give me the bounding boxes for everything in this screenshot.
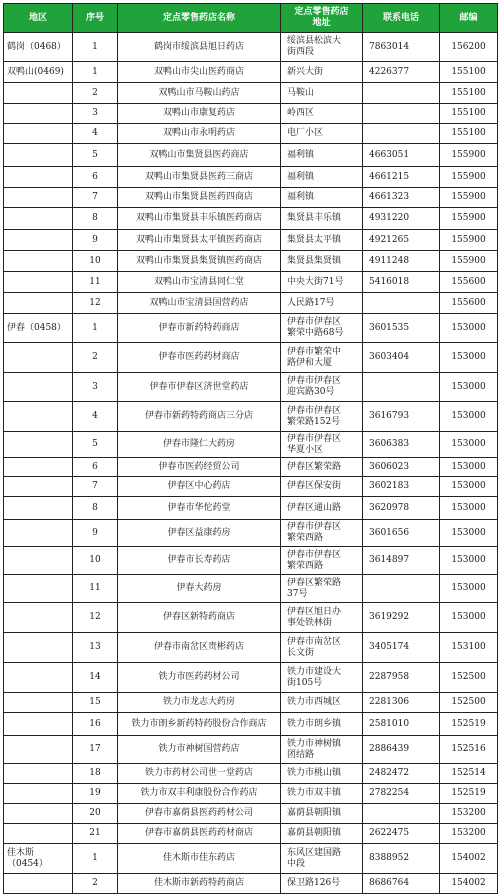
table-row (4, 314, 498, 343)
cell-name: 鹤岗市绥滨县旭日药店 (118, 33, 281, 62)
header-seq: 序号 (73, 4, 118, 33)
cell-phone: 2482472 (363, 764, 440, 784)
cell-postcode: 153000 (440, 373, 498, 402)
cell-name: 铁力市双丰利康股份合作药店 (118, 784, 281, 804)
cell-region (4, 230, 73, 251)
cell-name: 伊春市华佗药堂 (118, 497, 281, 520)
cell-region (4, 458, 73, 477)
cell-name: 铁力市医药药材公司 (118, 663, 281, 693)
cell-postcode: 152514 (440, 764, 498, 784)
cell-seq: 10 (73, 547, 118, 575)
table-row (4, 824, 498, 844)
cell-name: 伊春市隆仁大药房 (118, 432, 281, 458)
cell-seq: 6 (73, 167, 118, 188)
cell-name: 双鸭山市集贤县医药三商店 (118, 167, 281, 188)
cell-addr: 伊春市繁荣中 路伊和大厦 (281, 343, 363, 373)
cell-phone: 7863014 (363, 33, 440, 62)
cell-postcode: 155900 (440, 251, 498, 272)
cell-postcode: 155900 (440, 167, 498, 188)
cell-name: 佳木斯市佳东药店 (118, 844, 281, 874)
cell-seq: 10 (73, 251, 118, 272)
cell-phone: 3614897 (363, 547, 440, 575)
cell-seq: 8 (73, 497, 118, 520)
cell-region (4, 804, 73, 824)
cell-phone (363, 804, 440, 824)
cell-addr: 绥滨县松滨大 街西段 (281, 33, 363, 62)
cell-region (4, 764, 73, 784)
cell-region (4, 402, 73, 432)
table-row (4, 713, 498, 736)
cell-name: 伊春市医药药材商店 (118, 343, 281, 373)
cell-region: 伊春（0458） (4, 314, 73, 343)
cell-region (4, 188, 73, 208)
cell-postcode: 153000 (440, 497, 498, 520)
cell-region: 佳木斯 （0454） (4, 844, 73, 874)
cell-seq: 3 (73, 104, 118, 124)
header-region: 地区 (4, 4, 73, 33)
cell-postcode: 154002 (440, 874, 498, 894)
cell-region (4, 272, 73, 293)
cell-phone: 3606023 (363, 458, 440, 477)
table-row (4, 633, 498, 663)
cell-region (4, 373, 73, 402)
cell-phone: 3602183 (363, 477, 440, 497)
cell-phone: 4921265 (363, 230, 440, 251)
cell-name: 伊春市伊春区济世堂药店 (118, 373, 281, 402)
cell-name: 双鸭山市集贤县丰乐镇医药商店 (118, 208, 281, 230)
cell-phone (363, 293, 440, 314)
table-row (4, 603, 498, 633)
cell-addr: 集贤县丰乐镇 (281, 208, 363, 230)
cell-addr: 伊春区繁荣路 37号 (281, 575, 363, 603)
cell-region (4, 713, 73, 736)
cell-phone: 8388952 (363, 844, 440, 874)
cell-name: 双鸭山市宝清县国营药店 (118, 293, 281, 314)
cell-postcode: 155900 (440, 188, 498, 208)
cell-phone: 4226377 (363, 62, 440, 83)
cell-addr: 铁力市建设大 街105号 (281, 663, 363, 693)
cell-region (4, 167, 73, 188)
cell-name: 双鸭山市康复药店 (118, 104, 281, 124)
cell-name: 伊春市嘉荫县医药药材公司 (118, 804, 281, 824)
table-row (4, 432, 498, 458)
cell-addr: 铁力市双丰镇 (281, 784, 363, 804)
table-row (4, 844, 498, 874)
cell-seq: 17 (73, 736, 118, 764)
cell-name: 伊春市嘉荫县医药药材商店 (118, 824, 281, 844)
cell-postcode: 155100 (440, 104, 498, 124)
cell-region (4, 693, 73, 713)
cell-name: 铁力市朗乡新药特药股份合作商店 (118, 713, 281, 736)
cell-region (4, 575, 73, 603)
cell-postcode: 153000 (440, 343, 498, 373)
cell-addr: 集贤县集贤镇 (281, 251, 363, 272)
cell-phone: 3620978 (363, 497, 440, 520)
cell-addr: 伊春市南岔区 长文街 (281, 633, 363, 663)
cell-addr: 保卫路126号 (281, 874, 363, 894)
cell-phone: 2782254 (363, 784, 440, 804)
cell-region (4, 124, 73, 144)
cell-phone: 8686764 (363, 874, 440, 894)
cell-seq: 12 (73, 293, 118, 314)
cell-seq: 7 (73, 188, 118, 208)
cell-seq: 18 (73, 764, 118, 784)
cell-postcode: 155900 (440, 230, 498, 251)
cell-name: 伊春市新药特药商店三分店 (118, 402, 281, 432)
cell-region: 鹤岗（0468） (4, 33, 73, 62)
cell-region (4, 477, 73, 497)
cell-region (4, 824, 73, 844)
cell-name: 双鸭山市集贤县医药商店 (118, 144, 281, 167)
cell-addr: 福利镇 (281, 188, 363, 208)
cell-postcode: 155100 (440, 124, 498, 144)
cell-seq: 6 (73, 458, 118, 477)
table-row (4, 477, 498, 497)
cell-phone (363, 373, 440, 402)
cell-region (4, 520, 73, 547)
cell-seq: 2 (73, 83, 118, 104)
cell-phone: 4663051 (363, 144, 440, 167)
cell-addr: 嘉荫县朝阳镇 (281, 824, 363, 844)
cell-region (4, 293, 73, 314)
cell-name: 双鸭山市集贤县集贤镇医药商店 (118, 251, 281, 272)
cell-name: 伊春大药房 (118, 575, 281, 603)
table-row (4, 251, 498, 272)
cell-region (4, 251, 73, 272)
cell-seq: 19 (73, 784, 118, 804)
cell-seq: 1 (73, 62, 118, 83)
cell-addr: 伊春区繁荣路 (281, 458, 363, 477)
cell-phone: 2281306 (363, 693, 440, 713)
table-row (4, 663, 498, 693)
cell-addr: 人民路17号 (281, 293, 363, 314)
table-row (4, 693, 498, 713)
cell-addr: 伊春市伊春区 繁荣中路68号 (281, 314, 363, 343)
cell-phone: 5416018 (363, 272, 440, 293)
cell-postcode: 155100 (440, 83, 498, 104)
table-row (4, 293, 498, 314)
cell-seq: 9 (73, 230, 118, 251)
cell-addr: 伊春区旭日办 事处铁林街 (281, 603, 363, 633)
cell-addr: 马鞍山 (281, 83, 363, 104)
table-row (4, 402, 498, 432)
cell-name: 铁力市药材公司世一堂药店 (118, 764, 281, 784)
pharmacy-table-page (3, 3, 497, 894)
cell-addr: 嘉荫县朝阳镇 (281, 804, 363, 824)
cell-addr: 福利镇 (281, 144, 363, 167)
cell-name: 铁力市神树国营药店 (118, 736, 281, 764)
table-row (4, 764, 498, 784)
cell-phone: 3405174 (363, 633, 440, 663)
cell-postcode: 153000 (440, 547, 498, 575)
cell-seq: 14 (73, 663, 118, 693)
table-row (4, 804, 498, 824)
cell-region (4, 208, 73, 230)
cell-postcode: 153000 (440, 314, 498, 343)
cell-name: 双鸭山市宝清县同仁堂 (118, 272, 281, 293)
table-row (4, 343, 498, 373)
cell-region (4, 603, 73, 633)
cell-postcode: 155100 (440, 62, 498, 83)
cell-phone: 2581010 (363, 713, 440, 736)
cell-postcode: 152519 (440, 784, 498, 804)
cell-name: 双鸭山市马鞍山药店 (118, 83, 281, 104)
table-row (4, 33, 498, 62)
table-row (4, 736, 498, 764)
cell-postcode: 155900 (440, 208, 498, 230)
cell-postcode: 155900 (440, 144, 498, 167)
cell-phone: 3616793 (363, 402, 440, 432)
cell-postcode: 153200 (440, 824, 498, 844)
cell-region (4, 547, 73, 575)
table-row (4, 230, 498, 251)
cell-postcode: 153100 (440, 633, 498, 663)
cell-seq: 8 (73, 208, 118, 230)
table-row (4, 874, 498, 894)
table-row (4, 520, 498, 547)
cell-region (4, 104, 73, 124)
table-row (4, 124, 498, 144)
cell-name: 双鸭山市集贤县太平镇医药商店 (118, 230, 281, 251)
table-row (4, 167, 498, 188)
cell-seq: 2 (73, 874, 118, 894)
cell-addr: 集贤县太平镇 (281, 230, 363, 251)
cell-region (4, 432, 73, 458)
cell-name: 伊春市南岔区贵彬药店 (118, 633, 281, 663)
cell-postcode: 153200 (440, 804, 498, 824)
cell-phone: 2287958 (363, 663, 440, 693)
cell-addr: 东风区建国路 中段 (281, 844, 363, 874)
cell-seq: 5 (73, 432, 118, 458)
cell-seq: 1 (73, 844, 118, 874)
cell-name: 伊春区中心药店 (118, 477, 281, 497)
cell-addr: 伊春市伊春区 繁荣路152号 (281, 402, 363, 432)
cell-postcode: 153000 (440, 603, 498, 633)
cell-region (4, 144, 73, 167)
table-row (4, 373, 498, 402)
cell-region: 双鸭山(0469) (4, 62, 73, 83)
table-row (4, 144, 498, 167)
cell-addr: 伊春区通山路 (281, 497, 363, 520)
table-row (4, 208, 498, 230)
cell-postcode: 153000 (440, 520, 498, 547)
cell-seq: 9 (73, 520, 118, 547)
cell-region (4, 663, 73, 693)
cell-addr: 新兴大街 (281, 62, 363, 83)
cell-phone: 3619292 (363, 603, 440, 633)
cell-postcode: 152519 (440, 713, 498, 736)
cell-name: 双鸭山市永明药店 (118, 124, 281, 144)
table-row (4, 575, 498, 603)
cell-postcode: 153000 (440, 432, 498, 458)
cell-postcode: 155600 (440, 272, 498, 293)
cell-region (4, 874, 73, 894)
cell-name: 伊春市长寿药店 (118, 547, 281, 575)
table-row (4, 188, 498, 208)
cell-region (4, 736, 73, 764)
cell-seq: 3 (73, 373, 118, 402)
cell-region (4, 83, 73, 104)
cell-addr: 中央大街71号 (281, 272, 363, 293)
cell-addr: 铁力市朗乡镇 (281, 713, 363, 736)
cell-addr: 伊春市伊春区 繁荣西路 (281, 520, 363, 547)
cell-addr: 铁力市桃山镇 (281, 764, 363, 784)
pharmacy-table (3, 3, 498, 894)
header-address: 定点零售药店 地址 (281, 4, 363, 33)
cell-postcode: 154002 (440, 844, 498, 874)
cell-name: 双鸭山市尖山医药商店 (118, 62, 281, 83)
header-phone: 联系电话 (363, 4, 440, 33)
table-header-row (4, 4, 498, 33)
cell-postcode: 152500 (440, 693, 498, 713)
cell-phone: 3601656 (363, 520, 440, 547)
cell-name: 伊春市新药特药商店 (118, 314, 281, 343)
cell-addr: 岭西区 (281, 104, 363, 124)
table-row (4, 458, 498, 477)
cell-phone (363, 104, 440, 124)
cell-addr: 伊春区保安街 (281, 477, 363, 497)
cell-phone: 4661323 (363, 188, 440, 208)
cell-name: 佳木斯市新药特药商店 (118, 874, 281, 894)
cell-addr: 伊春市伊春区 迎宾路30号 (281, 373, 363, 402)
cell-phone: 2622475 (363, 824, 440, 844)
cell-postcode: 153000 (440, 458, 498, 477)
cell-seq: 16 (73, 713, 118, 736)
table-row (4, 497, 498, 520)
cell-seq: 2 (73, 343, 118, 373)
cell-seq: 7 (73, 477, 118, 497)
cell-seq: 5 (73, 144, 118, 167)
cell-postcode: 152516 (440, 736, 498, 764)
cell-postcode: 153000 (440, 477, 498, 497)
cell-name: 双鸭山市集贤县医药四商店 (118, 188, 281, 208)
cell-name: 伊春市医药经贸公司 (118, 458, 281, 477)
cell-phone (363, 575, 440, 603)
cell-seq: 12 (73, 603, 118, 633)
cell-seq: 11 (73, 575, 118, 603)
cell-postcode: 153000 (440, 575, 498, 603)
table-body (4, 33, 498, 894)
cell-addr: 伊春市伊春区 繁荣西路 (281, 547, 363, 575)
cell-seq: 15 (73, 693, 118, 713)
header-name: 定点零售药店名称 (118, 4, 281, 33)
cell-postcode: 155600 (440, 293, 498, 314)
table-row (4, 104, 498, 124)
cell-seq: 1 (73, 33, 118, 62)
table-row (4, 83, 498, 104)
cell-seq: 20 (73, 804, 118, 824)
cell-seq: 13 (73, 633, 118, 663)
cell-phone (363, 83, 440, 104)
cell-seq: 4 (73, 402, 118, 432)
cell-region (4, 343, 73, 373)
cell-addr: 铁力市西城区 (281, 693, 363, 713)
cell-postcode: 153000 (440, 402, 498, 432)
cell-region (4, 784, 73, 804)
cell-phone (363, 124, 440, 144)
cell-phone: 3601535 (363, 314, 440, 343)
header-postcode: 邮编 (440, 4, 498, 33)
cell-name: 铁力市龙志大药房 (118, 693, 281, 713)
cell-seq: 1 (73, 314, 118, 343)
cell-phone: 3606383 (363, 432, 440, 458)
cell-addr: 伊春市伊春区 华夏小区 (281, 432, 363, 458)
cell-name: 伊春区新特药商店 (118, 603, 281, 633)
cell-seq: 21 (73, 824, 118, 844)
cell-postcode: 152500 (440, 663, 498, 693)
cell-seq: 4 (73, 124, 118, 144)
table-row (4, 784, 498, 804)
cell-addr: 电厂小区 (281, 124, 363, 144)
table-row (4, 272, 498, 293)
table-row (4, 547, 498, 575)
cell-seq: 11 (73, 272, 118, 293)
cell-phone: 4931220 (363, 208, 440, 230)
cell-addr: 福利镇 (281, 167, 363, 188)
cell-phone: 4661215 (363, 167, 440, 188)
cell-phone: 3603404 (363, 343, 440, 373)
cell-name: 伊春区益康药房 (118, 520, 281, 547)
cell-postcode: 156200 (440, 33, 498, 62)
table-row (4, 62, 498, 83)
cell-addr: 铁力市神树镇 团结路 (281, 736, 363, 764)
cell-region (4, 633, 73, 663)
cell-phone: 2886439 (363, 736, 440, 764)
cell-region (4, 497, 73, 520)
cell-phone: 4911248 (363, 251, 440, 272)
